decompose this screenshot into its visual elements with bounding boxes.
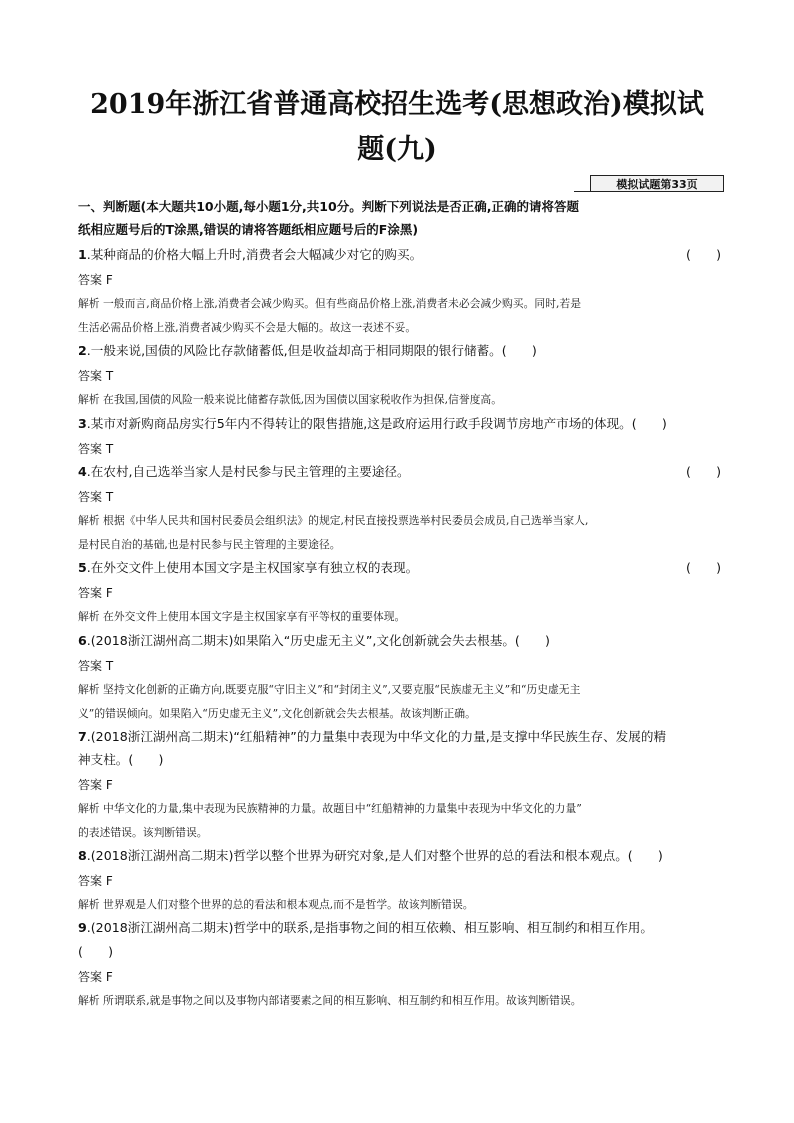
question-4: 4.在农村,自己选举当家人是村民参与民主管理的主要途径。	[78, 464, 410, 479]
question-9-continued: ( )	[78, 944, 114, 959]
question-8: 8.(2018浙江湖州高二期末)哲学以整个世界为研究对象,是人们对整个世界的总的看法和根本观点。( )	[78, 848, 663, 863]
page-title-line-1: 2019年浙江省普通高校招生选考(思想政治)模拟试	[90, 89, 704, 120]
page-tag: 模拟试题第33页	[590, 175, 724, 192]
page-title-line-2: 题(九)	[357, 134, 437, 165]
answer-line: 答案 F	[78, 586, 113, 600]
answer-line: 答案 F	[78, 273, 113, 287]
explanation-line: 解析 中华文化的力量,集中表现为民族精神的力量。故题目中“红船精神的力量集中表现为中华文化的力量”	[78, 802, 582, 815]
explanation-line: 解析 在外交文件上使用本国文字是主权国家享有平等权的重要体现。	[78, 610, 406, 623]
explanation-line: 是村民自治的基础,也是村民参与民主管理的主要途径。	[78, 538, 341, 551]
question-7: 7.(2018浙江湖州高二期末)“红船精神”的力量集中表现为中华文化的力量,是支撑中华民族生存、发展的精	[78, 729, 667, 744]
question-7-continued: 神支柱。( )	[78, 752, 164, 767]
question-6: 6.(2018浙江湖州高二期末)如果陷入“历史虚无主义”,文化创新就会失去根基。( )	[78, 633, 550, 648]
question-2: 2.一般来说,国债的风险比存款储蓄低,但是收益却高于相同期限的银行储蓄。( )	[78, 343, 537, 358]
section-heading-line-1: 一、判断题(本大题共10小题,每小题1分,共10分。判断下列说法是否正确,正确的请将答题	[78, 199, 579, 214]
question-3: 3.某市对新购商品房实行5年内不得转让的限售措施,这是政府运用行政手段调节房地产市场的体现。( )	[78, 416, 667, 431]
answer-bracket: ( )	[686, 247, 722, 262]
explanation-line: 解析 所谓联系,就是事物之间以及事物内部诸要素之间的相互影响、相互制约和相互作用。故该判断错误。	[78, 994, 582, 1007]
explanation-line: 解析 根据《中华人民共和国村民委员会组织法》的规定,村民直接投票选举村民委员会成员,自己选举当家人,	[78, 514, 589, 527]
answer-line: 答案 T	[78, 490, 114, 504]
question-5: 5.在外交文件上使用本国文字是主权国家享有独立权的表现。	[78, 560, 419, 575]
answer-line: 答案 F	[78, 970, 113, 984]
answer-bracket: ( )	[686, 464, 722, 479]
explanation-line: 解析 坚持文化创新的正确方向,既要克服“守旧主义”和“封闭主义”,又要克服“民族虚无主义”和“历史虚无主	[78, 683, 581, 696]
explanation-line: 的表述错误。该判断错误。	[78, 826, 208, 839]
question-1: 1.某种商品的价格大幅上升时,消费者会大幅减少对它的购买。	[78, 247, 423, 262]
section-heading-line-2: 纸相应题号后的T涂黑,错误的请将答题纸相应题号后的F涂黑)	[78, 222, 419, 237]
answer-line: 答案 T	[78, 659, 114, 673]
answer-line: 答案 T	[78, 442, 114, 456]
explanation-line: 生活必需品价格上涨,消费者减少购买不会是大幅的。故这一表述不妥。	[78, 321, 417, 334]
answer-line: 答案 F	[78, 778, 113, 792]
question-9: 9.(2018浙江湖州高二期末)哲学中的联系,是指事物之间的相互依赖、相互影响、相互制约和相互作用。	[78, 920, 653, 935]
explanation-line: 解析 一般而言,商品价格上涨,消费者会减少购买。但有些商品价格上涨,消费者未必会减少购买。同时,若是	[78, 297, 582, 310]
explanation-line: 解析 在我国,国债的风险一般来说比储蓄存款低,因为国债以国家税收作为担保,信誉度高。	[78, 393, 503, 406]
answer-line: 答案 T	[78, 369, 114, 383]
explanation-line: 义”的错误倾向。如果陷入“历史虚无主义”,文化创新就会失去根基。故该判断正确。	[78, 707, 476, 720]
answer-bracket: ( )	[686, 560, 722, 575]
explanation-line: 解析 世界观是人们对整个世界的总的看法和根本观点,而不是哲学。故该判断错误。	[78, 898, 474, 911]
answer-line: 答案 F	[78, 874, 113, 888]
